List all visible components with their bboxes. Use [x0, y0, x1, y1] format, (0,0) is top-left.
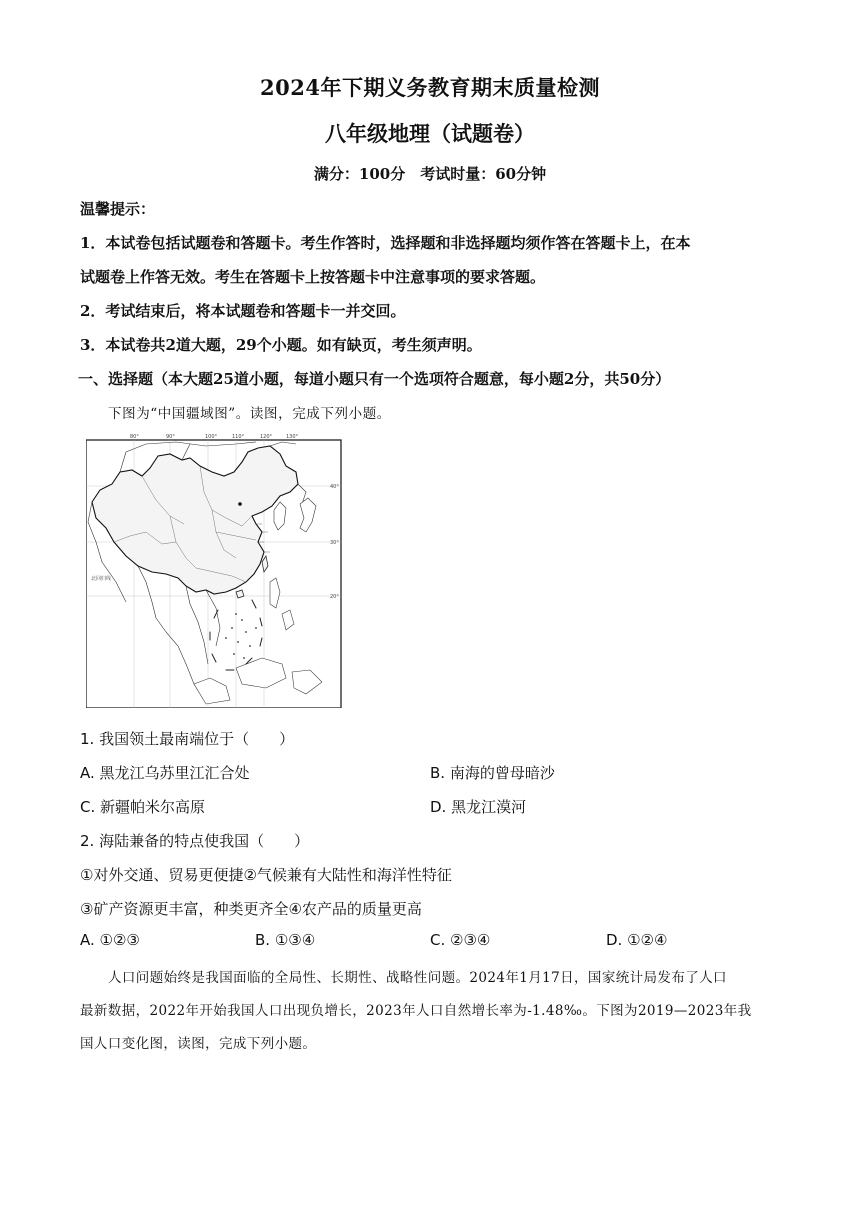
notice-item-3: 3．本试卷共2道大题，29个小题。如有缺页，考生须声明。: [80, 336, 482, 354]
lon-label-80: 80°: [130, 434, 139, 440]
question-1-option-d: D. 黑龙江漠河: [430, 798, 527, 816]
lat-label-40: 40°: [330, 484, 339, 490]
question-1-option-b: B. 南海的曾母暗沙: [430, 764, 555, 782]
question-2-option-a: A. ①②③: [80, 931, 140, 949]
notice-heading: 温馨提示：: [80, 200, 156, 218]
exam-subtitle: 八年级地理（试题卷）: [325, 121, 535, 146]
question-1-option-c: C. 新疆帕米尔高原: [80, 798, 206, 816]
question-2-stem: 2. 海陆兼备的特点使我国（ ）: [80, 832, 310, 850]
map-caption: 下图为“中国疆域图”。读图，完成下列小题。: [108, 406, 391, 422]
question-2-statements-1: ①对外交通、贸易更便捷②气候兼有大陆性和海洋性特征: [80, 866, 452, 884]
notice-item-1-line-2: 试题卷上作答无效。考生在答题卡上按答题卡中注意事项的要求答题。: [80, 268, 546, 286]
lat-label-30: 30°: [330, 540, 339, 546]
lon-label-130: 130°: [286, 434, 299, 440]
lat-label-20: 20°: [330, 594, 339, 600]
exam-meta: 满分：100分 考试时量：60分钟: [313, 165, 547, 183]
question-2-option-b: B. ①③④: [255, 931, 316, 949]
china-territory-map: [86, 432, 348, 708]
tropic-label: 北回归线: [91, 576, 112, 582]
population-intro-line-2: 最新数据，2022年开始我国人口出现负增长，2023年人口自然增长率为-1.48‰。下图为2019—2023年我: [80, 1003, 752, 1019]
question-2-statements-2: ③矿产资源更丰富，种类更齐全④农产品的质量更高: [80, 900, 422, 918]
question-2-option-c: C. ②③④: [430, 931, 491, 949]
exam-title: 2024年下期义务教育期末质量检测: [260, 75, 600, 100]
lon-label-110: 110°: [232, 434, 245, 440]
capital-marker: [238, 502, 242, 506]
population-intro-line-3: 国人口变化图，读图，完成下列小题。: [80, 1036, 317, 1052]
question-2-option-d: D. ①②④: [606, 931, 668, 949]
lon-label-90: 90°: [166, 434, 175, 440]
notice-item-1-line-1: 1．本试卷包括试题卷和答题卡。考生作答时，选择题和非选择题均须作答在答题卡上，在本: [80, 234, 691, 252]
lon-label-100: 100°: [205, 434, 218, 440]
question-1-option-a: A. 黑龙江乌苏里江汇合处: [80, 764, 250, 782]
section-heading: 一、选择题（本大题25道小题，每道小题只有一个选项符合题意，每小题2分，共50分）: [78, 370, 671, 388]
population-intro-line-1: 人口问题始终是我国面临的全局性、长期性、战略性问题。2024年1月17日，国家统计局发布了人口: [108, 970, 727, 986]
notice-item-2: 2．考试结束后，将本试题卷和答题卡一并交回。: [80, 302, 406, 320]
question-1-stem: 1. 我国领土最南端位于（ ）: [80, 730, 295, 748]
lon-label-120: 120°: [260, 434, 273, 440]
